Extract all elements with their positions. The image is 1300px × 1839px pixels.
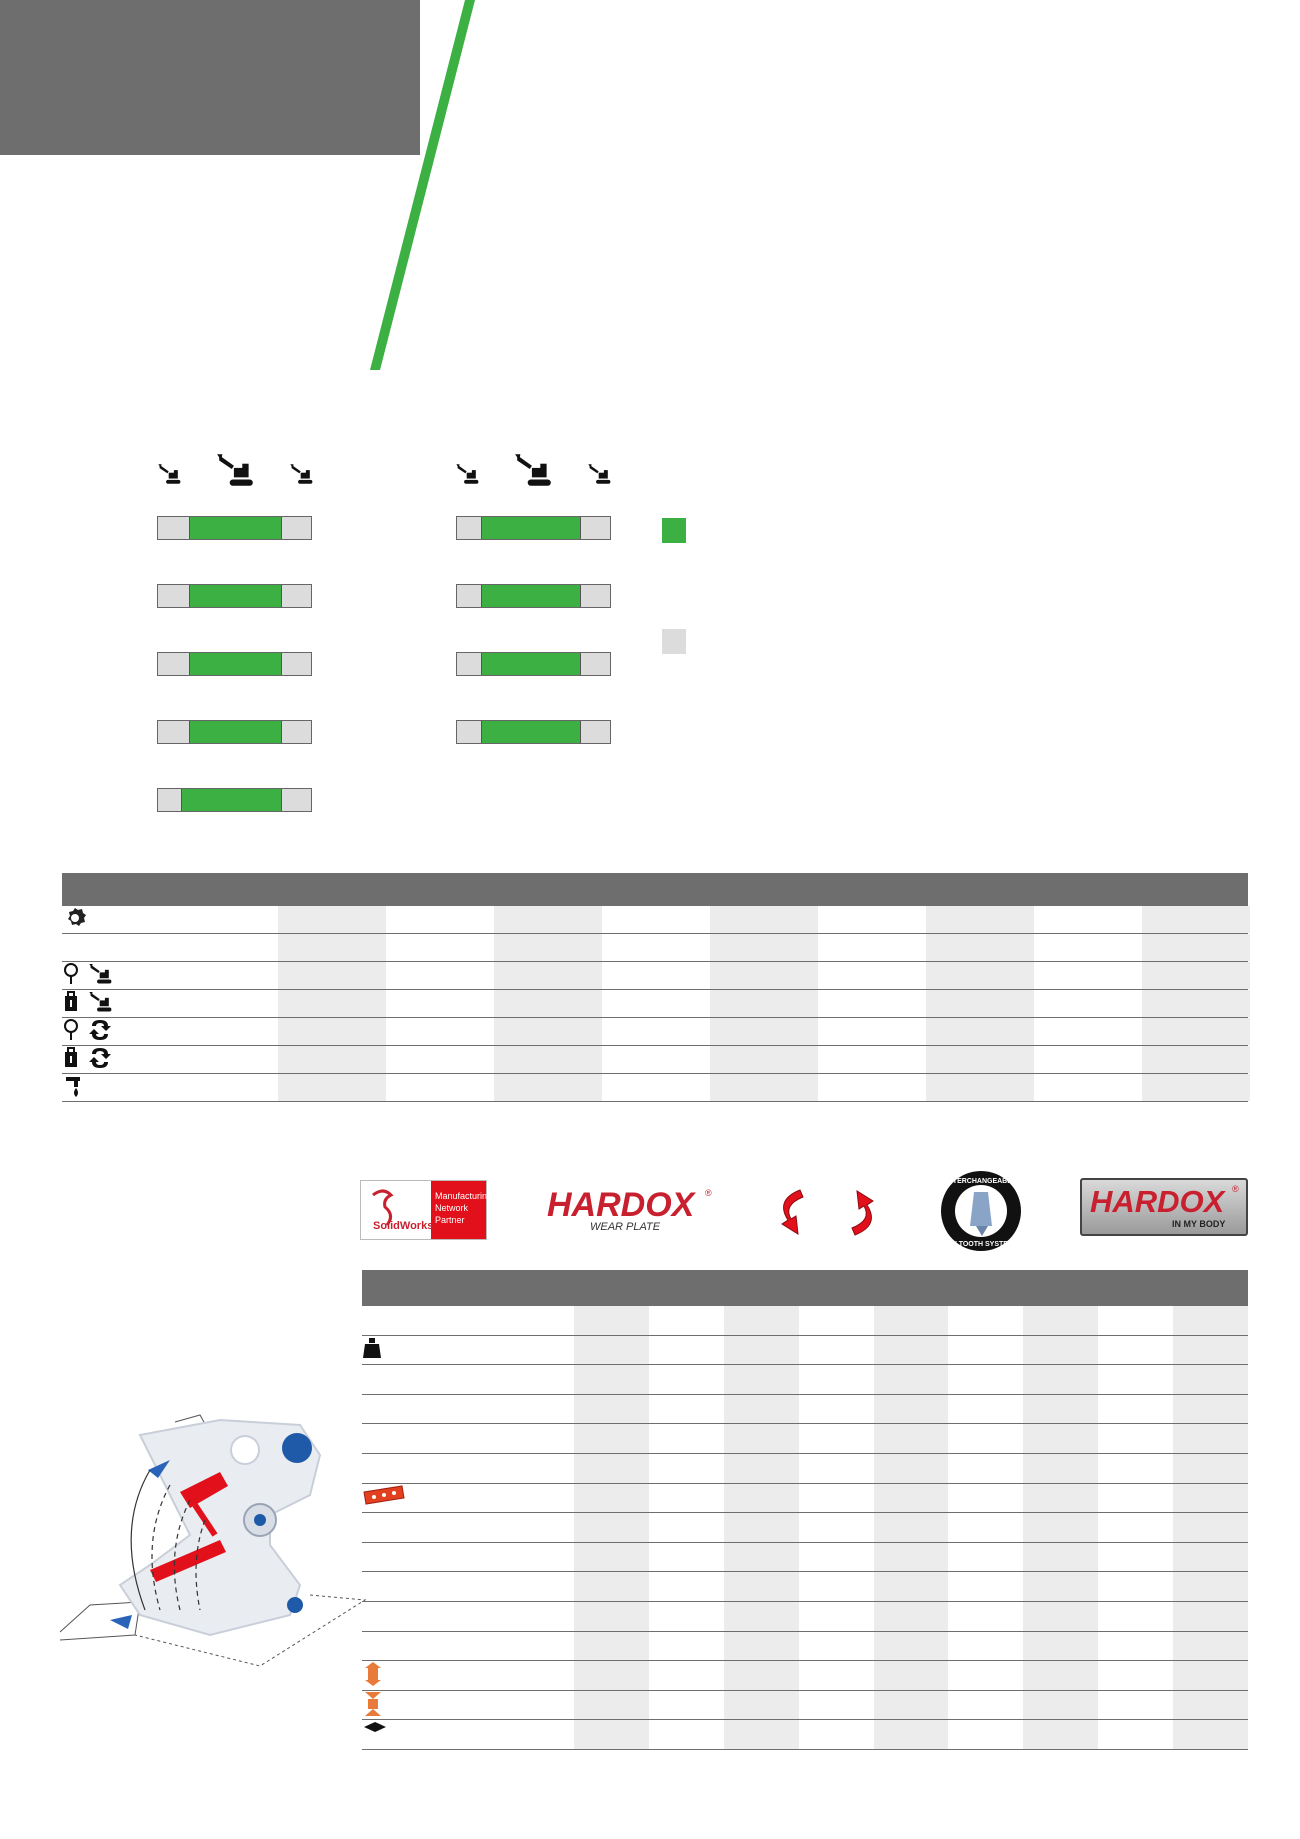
table-cell: [949, 1543, 1024, 1572]
table-cell: [949, 1602, 1024, 1631]
hardox-in-my-body-graphic: [1082, 1180, 1246, 1234]
table-cell: [724, 1543, 799, 1572]
table-cell: [386, 934, 494, 961]
table-cell: [386, 990, 494, 1017]
table-cell: [494, 1046, 602, 1073]
table-cell: [1173, 1365, 1248, 1394]
svg-text:HARDOX: HARDOX: [547, 1186, 695, 1224]
table-cell: [574, 1602, 649, 1631]
table-cell: [1173, 1395, 1248, 1424]
table-cell: [386, 1074, 494, 1101]
table-cell: [649, 1543, 724, 1572]
table-cell: [874, 1543, 949, 1572]
table-cell: [1023, 1572, 1098, 1601]
table-cell: [724, 1513, 799, 1542]
rotation-arrows-icon: [770, 1185, 885, 1240]
table-cell: [949, 1336, 1024, 1365]
table-cell: [386, 962, 494, 989]
table-cell: [1173, 1424, 1248, 1453]
lock-excavator-icon: [62, 990, 118, 1019]
lock-rotate-icon: [62, 1046, 118, 1075]
compatibility-bar: [157, 652, 312, 676]
table-cell: [1098, 1661, 1173, 1690]
compatibility-bar-fill: [189, 585, 283, 607]
table-cell: [874, 1454, 949, 1483]
table-cell: [1098, 1543, 1173, 1572]
table-cell: [1142, 934, 1250, 961]
table-cell: [649, 1602, 724, 1631]
table-cell: [1098, 1720, 1173, 1749]
table-row: [62, 962, 1248, 990]
table-cell: [1023, 1513, 1098, 1542]
table-cell: [649, 1691, 724, 1720]
table-cell: [602, 934, 710, 961]
table-cell: [1098, 1602, 1173, 1631]
table-cell: [649, 1336, 724, 1365]
table-cell: [710, 962, 818, 989]
compatibility-bar-fill: [189, 653, 283, 675]
table-cell: [278, 990, 386, 1017]
table-cell: [874, 1691, 949, 1720]
green-square-icon: [662, 518, 686, 543]
table-cell: [1023, 1454, 1098, 1483]
table-cell: [494, 906, 602, 933]
table-row: [362, 1572, 1248, 1602]
svg-text:Partner: Partner: [435, 1215, 465, 1225]
svg-text:WEAR PLATE: WEAR PLATE: [590, 1221, 661, 1233]
table-row: [62, 1074, 1248, 1102]
table-cell: [799, 1365, 874, 1394]
table-cell: [949, 1691, 1024, 1720]
small-excavator-icon: [455, 461, 481, 492]
table-cell: [724, 1306, 799, 1335]
table-cell: [949, 1632, 1024, 1661]
interchangeable-tooth-logo: [940, 1170, 1022, 1252]
table-cell: [949, 1484, 1024, 1513]
large-excavator-icon: [215, 451, 257, 494]
table-cell: [1173, 1720, 1248, 1749]
cylinder-extend-icon: [362, 1661, 384, 1692]
table-cell: [1023, 1484, 1098, 1513]
compatibility-bar-fill: [189, 721, 283, 743]
table-cell: [1023, 1691, 1098, 1720]
table-cell: [278, 1018, 386, 1045]
table-cell: [278, 906, 386, 933]
hardox-wear-plate-logo: [545, 1182, 715, 1234]
table-cell: [1034, 990, 1142, 1017]
table-cell: [818, 1018, 926, 1045]
table-cell: [649, 1720, 724, 1749]
table-cell: [1142, 962, 1250, 989]
small-excavator-icon: [157, 461, 183, 492]
svg-text:3V TOOTH SYSTEM: 3V TOOTH SYSTEM: [948, 1241, 1014, 1248]
table-cell: [818, 906, 926, 933]
table-cell: [1173, 1454, 1248, 1483]
table-cell: [649, 1306, 724, 1335]
table-row: [362, 1454, 1248, 1484]
table-cell: [649, 1484, 724, 1513]
table-cell: [710, 990, 818, 1017]
table-cell: [799, 1306, 874, 1335]
table-cell: [1034, 1046, 1142, 1073]
table-cell: [574, 1336, 649, 1365]
solidworks-logo-graphic: [361, 1181, 493, 1239]
table-cell: [874, 1424, 949, 1453]
hardox-in-my-body-logo: [1080, 1178, 1248, 1236]
compatibility-bar: [456, 652, 611, 676]
table-cell: [1173, 1543, 1248, 1572]
compatibility-bar: [456, 720, 611, 744]
table-row: [62, 1046, 1248, 1074]
table-cell: [949, 1572, 1024, 1601]
table-row: [62, 934, 1248, 962]
table-cell: [649, 1454, 724, 1483]
table-cell: [574, 1424, 649, 1453]
table-cell: [574, 1395, 649, 1424]
table-cell: [724, 1691, 799, 1720]
table-cell: [874, 1602, 949, 1631]
table-cell: [494, 1074, 602, 1101]
table-cell: [494, 962, 602, 989]
pin-rotate-icon: [62, 1018, 118, 1047]
table-cell: [799, 1454, 874, 1483]
compatibility-bar-fill: [481, 721, 581, 743]
table-cell: [649, 1395, 724, 1424]
table-cell: [278, 962, 386, 989]
table-cell: [710, 906, 818, 933]
table-cell: [1098, 1395, 1173, 1424]
table-cell: [874, 1661, 949, 1690]
table-cell: [799, 1395, 874, 1424]
table-cell: [1173, 1513, 1248, 1542]
table-cell: [1173, 1306, 1248, 1335]
table-cell: [278, 1074, 386, 1101]
table-cell: [649, 1424, 724, 1453]
table2-header: [362, 1270, 1248, 1306]
svg-text:IN MY BODY: IN MY BODY: [1172, 1219, 1226, 1229]
svg-text:INTERCHANGEABLE: INTERCHANGEABLE: [945, 1178, 1017, 1185]
table-cell: [649, 1632, 724, 1661]
table-cell: [1023, 1306, 1098, 1335]
table-cell: [724, 1365, 799, 1394]
table-cell: [799, 1720, 874, 1749]
table-cell: [1173, 1572, 1248, 1601]
table-cell: [602, 1018, 710, 1045]
table-cell: [574, 1513, 649, 1542]
table-cell: [602, 1074, 710, 1101]
table-cell: [724, 1572, 799, 1601]
compatibility-bar-fill: [481, 517, 581, 539]
small-excavator-icon: [289, 461, 315, 492]
compatibility-bar-fill: [481, 653, 581, 675]
table-cell: [1023, 1395, 1098, 1424]
table-cell: [799, 1543, 874, 1572]
table-cell: [386, 1018, 494, 1045]
table-cell: [1173, 1336, 1248, 1365]
table-row: [362, 1424, 1248, 1454]
gear-icon: [62, 906, 88, 935]
table-cell: [1098, 1691, 1173, 1720]
table-cell: [949, 1424, 1024, 1453]
table-row: [62, 1018, 1248, 1046]
table-cell: [949, 1661, 1024, 1690]
table-cell: [386, 1046, 494, 1073]
table-cell: [574, 1365, 649, 1394]
table-cell: [818, 934, 926, 961]
green-diagonal-stripe: [360, 0, 480, 370]
table-cell: [926, 962, 1034, 989]
table-cell: [926, 934, 1034, 961]
table-cell: [926, 990, 1034, 1017]
table-cell: [724, 1336, 799, 1365]
table-cell: [1173, 1632, 1248, 1661]
table-cell: [574, 1632, 649, 1661]
shear-jaw-illustration: [55, 1410, 365, 1680]
table-cell: [1173, 1661, 1248, 1690]
table1-header: [62, 873, 1248, 906]
table-cell: [799, 1336, 874, 1365]
compatibility-bar-fill: [481, 585, 581, 607]
table-cell: [724, 1720, 799, 1749]
table-row: [362, 1661, 1248, 1691]
table-cell: [1034, 934, 1142, 961]
table-cell: [724, 1632, 799, 1661]
compatibility-bar: [157, 720, 312, 744]
svg-text:Network: Network: [435, 1203, 469, 1213]
table-cell: [1098, 1336, 1173, 1365]
table-cell: [799, 1691, 874, 1720]
table-row: [362, 1365, 1248, 1395]
table-cell: [1023, 1602, 1098, 1631]
table-cell: [574, 1484, 649, 1513]
table-cell: [1023, 1424, 1098, 1453]
compatibility-bar: [157, 584, 312, 608]
weight-icon: [362, 1336, 384, 1365]
table-cell: [278, 1046, 386, 1073]
hardox-wear-plate-graphic: [545, 1182, 715, 1234]
table-cell: [799, 1513, 874, 1542]
table-row: [362, 1513, 1248, 1543]
table-cell: [1142, 906, 1250, 933]
table-cell: [574, 1720, 649, 1749]
compatibility-bar-fill: [189, 517, 283, 539]
table-cell: [1034, 906, 1142, 933]
table-cell: [710, 1046, 818, 1073]
table-cell: [799, 1632, 874, 1661]
table-cell: [1023, 1543, 1098, 1572]
svg-text:SolidWorks: SolidWorks: [373, 1220, 434, 1232]
table-cell: [1023, 1365, 1098, 1394]
table-cell: [574, 1691, 649, 1720]
compatibility-bar-fill: [181, 789, 282, 811]
table-cell: [649, 1572, 724, 1601]
table-cell: [1142, 1046, 1250, 1073]
table-cell: [1098, 1632, 1173, 1661]
table-cell: [949, 1720, 1024, 1749]
table-cell: [799, 1484, 874, 1513]
table-cell: [710, 1018, 818, 1045]
table-cell: [949, 1306, 1024, 1335]
table-cell: [278, 934, 386, 961]
table-cell: [494, 1018, 602, 1045]
compatibility-bar: [157, 516, 312, 540]
table-cell: [874, 1513, 949, 1542]
table-cell: [602, 990, 710, 1017]
table-cell: [874, 1336, 949, 1365]
table-cell: [1098, 1424, 1173, 1453]
table-cell: [1142, 1074, 1250, 1101]
gray-square-icon: [662, 629, 686, 654]
table-cell: [949, 1454, 1024, 1483]
svg-text:Manufacturing: Manufacturing: [435, 1191, 493, 1201]
table-row: [362, 1691, 1248, 1721]
table-cell: [710, 934, 818, 961]
table-cell: [1034, 962, 1142, 989]
table-cell: [874, 1720, 949, 1749]
table-row: [362, 1484, 1248, 1514]
table-cell: [1173, 1691, 1248, 1720]
header-block: [0, 0, 420, 155]
compatibility-bar: [456, 584, 611, 608]
table-cell: [574, 1306, 649, 1335]
table-cell: [1034, 1074, 1142, 1101]
table-cell: [926, 906, 1034, 933]
table-cell: [1098, 1306, 1173, 1335]
svg-text:®: ®: [705, 1188, 712, 1198]
table-cell: [574, 1572, 649, 1601]
pin-excavator-icon: [62, 962, 118, 991]
table-cell: [1023, 1336, 1098, 1365]
table-cell: [1142, 1018, 1250, 1045]
diamond-icon: [362, 1720, 388, 1739]
table-cell: [386, 906, 494, 933]
table-cell: [949, 1395, 1024, 1424]
table-row: [362, 1306, 1248, 1336]
table-cell: [602, 1046, 710, 1073]
table-cell: [874, 1395, 949, 1424]
compatibility-bar: [456, 516, 611, 540]
table-cell: [1023, 1661, 1098, 1690]
table-row: [62, 906, 1248, 934]
table-cell: [1034, 1018, 1142, 1045]
table-row: [362, 1632, 1248, 1662]
table-cell: [799, 1602, 874, 1631]
hydraulic-tap-icon: [62, 1074, 88, 1103]
table-cell: [724, 1395, 799, 1424]
table-row: [362, 1395, 1248, 1425]
solidworks-logo: [360, 1180, 493, 1240]
table-cell: [724, 1661, 799, 1690]
table-cell: [874, 1632, 949, 1661]
table-cell: [1098, 1513, 1173, 1542]
table-cell: [1098, 1365, 1173, 1394]
table-cell: [1173, 1484, 1248, 1513]
table-cell: [574, 1543, 649, 1572]
table-cell: [649, 1513, 724, 1542]
table-cell: [799, 1661, 874, 1690]
table-cell: [818, 1074, 926, 1101]
table-cell: [874, 1484, 949, 1513]
blade-icon: [362, 1484, 406, 1511]
table-cell: [818, 990, 926, 1017]
small-excavator-icon: [587, 461, 613, 492]
table-cell: [724, 1484, 799, 1513]
table-cell: [574, 1661, 649, 1690]
table-cell: [799, 1572, 874, 1601]
table-cell: [1098, 1454, 1173, 1483]
table-cell: [818, 962, 926, 989]
table-cell: [874, 1572, 949, 1601]
table-cell: [874, 1306, 949, 1335]
table-row: [362, 1720, 1248, 1750]
table-cell: [874, 1365, 949, 1394]
table-cell: [710, 1074, 818, 1101]
table-cell: [1098, 1572, 1173, 1601]
table-row: [362, 1543, 1248, 1573]
table-row: [362, 1602, 1248, 1632]
table-cell: [724, 1424, 799, 1453]
table-cell: [602, 906, 710, 933]
table-cell: [799, 1424, 874, 1453]
table-cell: [649, 1661, 724, 1690]
table-cell: [494, 990, 602, 1017]
large-excavator-icon: [513, 451, 555, 494]
table-cell: [926, 1046, 1034, 1073]
svg-text:®: ®: [1232, 1184, 1239, 1194]
table-cell: [1023, 1632, 1098, 1661]
table-cell: [949, 1513, 1024, 1542]
table-cell: [724, 1602, 799, 1631]
table-row: [362, 1336, 1248, 1366]
table-cell: [1142, 990, 1250, 1017]
table-cell: [926, 1074, 1034, 1101]
table-row: [62, 990, 1248, 1018]
table-cell: [818, 1046, 926, 1073]
cylinder-retract-icon: [362, 1691, 384, 1722]
table-cell: [724, 1454, 799, 1483]
table-cell: [649, 1365, 724, 1394]
table-cell: [1173, 1602, 1248, 1631]
svg-text:HARDOX: HARDOX: [1090, 1184, 1225, 1219]
table-cell: [602, 962, 710, 989]
table-cell: [949, 1365, 1024, 1394]
table-cell: [494, 934, 602, 961]
compatibility-bar: [157, 788, 312, 812]
table-cell: [574, 1454, 649, 1483]
table-cell: [1098, 1484, 1173, 1513]
table-cell: [926, 1018, 1034, 1045]
table-cell: [1023, 1720, 1098, 1749]
